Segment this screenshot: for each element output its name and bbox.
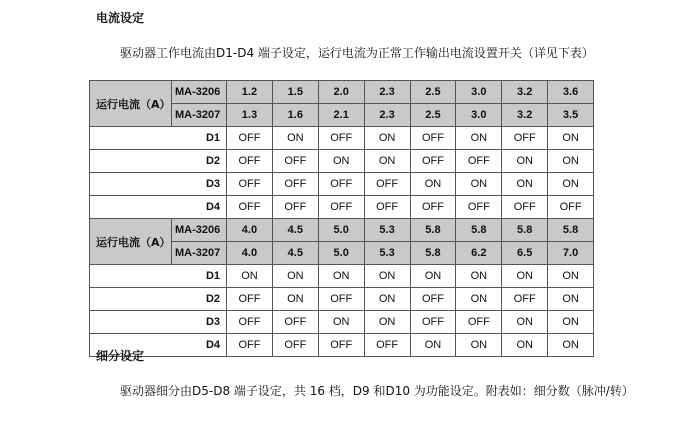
switch-row bbox=[90, 311, 594, 334]
switch-row bbox=[90, 150, 594, 173]
switch-state: ON bbox=[318, 265, 364, 288]
switch-state: ON bbox=[272, 288, 318, 311]
current-value: 4.0 bbox=[227, 219, 273, 242]
switch-state: OFF bbox=[318, 173, 364, 196]
switch-row bbox=[90, 127, 594, 150]
current-value: 6.5 bbox=[502, 242, 548, 265]
current-value: 5.3 bbox=[364, 219, 410, 242]
switch-state: OFF bbox=[227, 311, 273, 334]
model-name: MA-3206 bbox=[172, 81, 227, 104]
switch-state: ON bbox=[410, 265, 456, 288]
switch-name: D2 bbox=[90, 150, 227, 173]
switch-state: OFF bbox=[318, 196, 364, 219]
switch-state: OFF bbox=[272, 173, 318, 196]
switch-state: OFF bbox=[364, 196, 410, 219]
current-value: 5.8 bbox=[410, 242, 456, 265]
section-title-microstep: 细分设定 bbox=[96, 349, 145, 363]
switch-state: ON bbox=[502, 311, 548, 334]
current-value: 5.3 bbox=[364, 242, 410, 265]
current-description: 驱动器工作电流由D1-D4 端子设定，运行电流为正常工作输出电流设置开关（详见下表） bbox=[120, 46, 594, 60]
current-value: 1.5 bbox=[272, 81, 318, 104]
switch-state: OFF bbox=[272, 311, 318, 334]
section-title-current: 电流设定 bbox=[96, 11, 145, 25]
switch-name: D1 bbox=[90, 127, 227, 150]
current-value: 4.0 bbox=[227, 242, 273, 265]
current-value: 2.5 bbox=[410, 104, 456, 127]
switch-state: ON bbox=[364, 288, 410, 311]
model-name: MA-3207 bbox=[172, 104, 227, 127]
switch-state: OFF bbox=[227, 127, 273, 150]
microstep-description: 驱动器细分由D5-D8 端子设定，共 16 档，D9 和D10 为功能设定。附表如：细分数（脉冲/转） bbox=[120, 384, 634, 398]
current-value: 5.0 bbox=[318, 242, 364, 265]
current-value: 4.5 bbox=[272, 219, 318, 242]
model-name: MA-3206 bbox=[172, 219, 227, 242]
current-setting-table bbox=[89, 80, 594, 357]
switch-state: ON bbox=[548, 334, 594, 357]
switch-state: ON bbox=[548, 150, 594, 173]
current-value: 3.2 bbox=[502, 104, 548, 127]
switch-state: OFF bbox=[272, 150, 318, 173]
current-value: 5.8 bbox=[502, 219, 548, 242]
current-value: 3.0 bbox=[456, 81, 502, 104]
switch-state: OFF bbox=[456, 196, 502, 219]
current-value: 2.0 bbox=[318, 81, 364, 104]
current-value: 3.0 bbox=[456, 104, 502, 127]
run-current-label: 运行电流（A） bbox=[90, 81, 172, 127]
switch-state: ON bbox=[364, 150, 410, 173]
switch-state: ON bbox=[227, 265, 273, 288]
model-name: MA-3207 bbox=[172, 242, 227, 265]
switch-name: D1 bbox=[90, 265, 227, 288]
switch-state: ON bbox=[364, 311, 410, 334]
switch-state: OFF bbox=[227, 150, 273, 173]
current-value: 4.5 bbox=[272, 242, 318, 265]
current-value: 5.0 bbox=[318, 219, 364, 242]
switch-state: OFF bbox=[456, 311, 502, 334]
current-value: 2.5 bbox=[410, 81, 456, 104]
switch-state: OFF bbox=[227, 173, 273, 196]
switch-state: ON bbox=[410, 334, 456, 357]
switch-state: OFF bbox=[502, 127, 548, 150]
switch-row bbox=[90, 265, 594, 288]
current-value: 1.3 bbox=[227, 104, 273, 127]
switch-state: OFF bbox=[272, 196, 318, 219]
switch-name: D3 bbox=[90, 311, 227, 334]
switch-state: OFF bbox=[364, 173, 410, 196]
switch-state: ON bbox=[364, 127, 410, 150]
switch-state: OFF bbox=[410, 196, 456, 219]
switch-state: ON bbox=[456, 127, 502, 150]
switch-state: ON bbox=[456, 288, 502, 311]
current-value: 1.6 bbox=[272, 104, 318, 127]
switch-state: OFF bbox=[502, 196, 548, 219]
switch-state: OFF bbox=[272, 334, 318, 357]
switch-state: ON bbox=[272, 265, 318, 288]
switch-state: OFF bbox=[456, 150, 502, 173]
switch-state: ON bbox=[318, 311, 364, 334]
switch-state: ON bbox=[456, 265, 502, 288]
switch-state: OFF bbox=[410, 311, 456, 334]
switch-name: D3 bbox=[90, 173, 227, 196]
switch-state: ON bbox=[456, 334, 502, 357]
switch-state: ON bbox=[548, 311, 594, 334]
switch-state: OFF bbox=[227, 196, 273, 219]
switch-state: OFF bbox=[502, 288, 548, 311]
switch-row bbox=[90, 288, 594, 311]
switch-row bbox=[90, 173, 594, 196]
switch-state: ON bbox=[410, 173, 456, 196]
current-value: 1.2 bbox=[227, 81, 273, 104]
switch-state: OFF bbox=[318, 288, 364, 311]
switch-name: D4 bbox=[90, 334, 227, 357]
current-value: 7.0 bbox=[548, 242, 594, 265]
current-value: 2.3 bbox=[364, 104, 410, 127]
switch-state: ON bbox=[548, 173, 594, 196]
switch-row bbox=[90, 334, 594, 357]
switch-state: ON bbox=[548, 127, 594, 150]
switch-state: ON bbox=[364, 265, 410, 288]
switch-state: ON bbox=[272, 127, 318, 150]
current-value: 2.1 bbox=[318, 104, 364, 127]
switch-state: ON bbox=[548, 265, 594, 288]
switch-state: ON bbox=[548, 288, 594, 311]
switch-state: OFF bbox=[318, 127, 364, 150]
switch-state: OFF bbox=[227, 334, 273, 357]
switch-state: OFF bbox=[410, 288, 456, 311]
current-value: 5.8 bbox=[456, 219, 502, 242]
current-value: 3.6 bbox=[548, 81, 594, 104]
switch-state: OFF bbox=[410, 127, 456, 150]
switch-row bbox=[90, 196, 594, 219]
switch-state: OFF bbox=[227, 288, 273, 311]
current-value: 6.2 bbox=[456, 242, 502, 265]
current-value: 3.2 bbox=[502, 81, 548, 104]
run-current-label: 运行电流（A） bbox=[90, 219, 172, 265]
switch-state: ON bbox=[502, 173, 548, 196]
switch-state: ON bbox=[502, 334, 548, 357]
current-value: 5.8 bbox=[410, 219, 456, 242]
switch-state: OFF bbox=[410, 150, 456, 173]
model-row bbox=[90, 81, 594, 104]
current-value: 3.5 bbox=[548, 104, 594, 127]
switch-name: D4 bbox=[90, 196, 227, 219]
switch-name: D2 bbox=[90, 288, 227, 311]
switch-state: ON bbox=[456, 173, 502, 196]
current-value: 5.8 bbox=[548, 219, 594, 242]
switch-state: ON bbox=[502, 265, 548, 288]
switch-state: OFF bbox=[318, 334, 364, 357]
switch-state: ON bbox=[318, 150, 364, 173]
current-value: 2.3 bbox=[364, 81, 410, 104]
switch-state: ON bbox=[502, 150, 548, 173]
switch-state: OFF bbox=[548, 196, 594, 219]
switch-state: OFF bbox=[364, 334, 410, 357]
model-row bbox=[90, 219, 594, 242]
